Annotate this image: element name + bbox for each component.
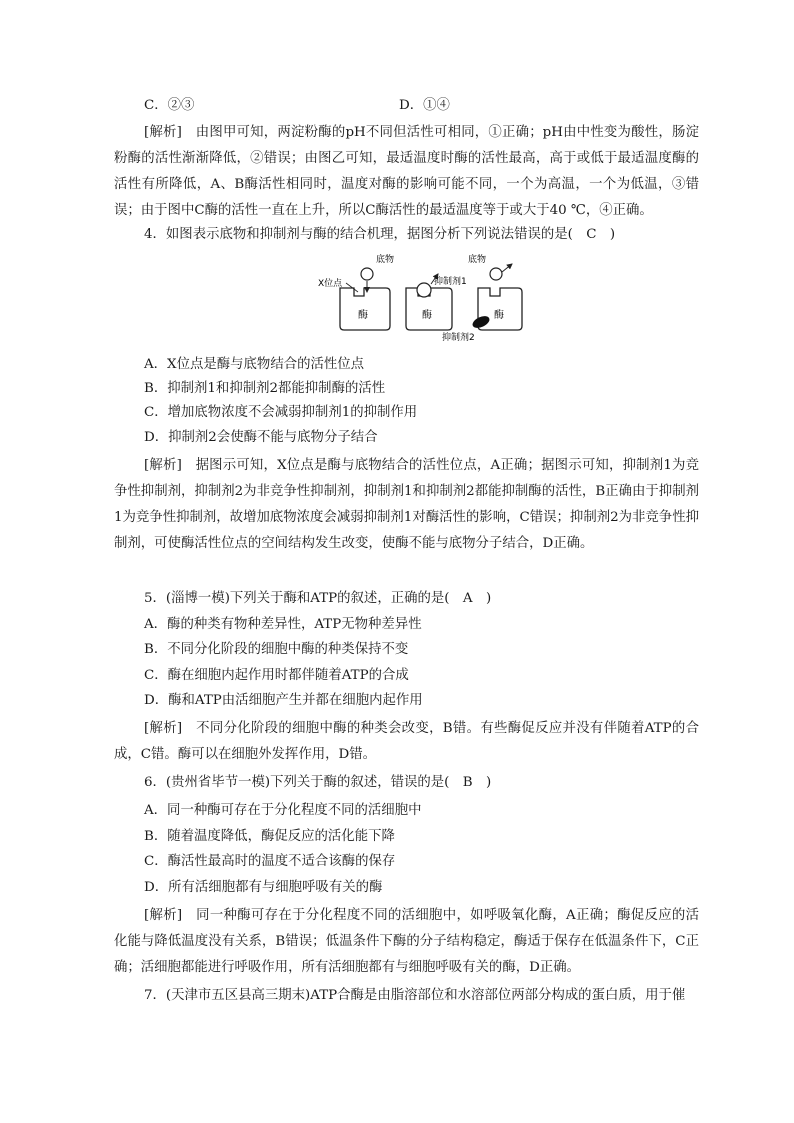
question-6-stem: 6．(贵州省毕节一模)下列关于酶的叙述，错误的是( B ) bbox=[144, 775, 492, 790]
enzyme-2-label: 酶 bbox=[422, 310, 432, 321]
substrate-2-circle bbox=[490, 268, 502, 280]
q4-option-a: A．X位点是酶与底物结合的活性位点 bbox=[144, 357, 365, 372]
q4-option-d: D．抑制剂2会使酶不能与底物分子结合 bbox=[144, 430, 378, 445]
inhibitor-1-label: 抑制剂1 bbox=[434, 277, 467, 287]
q5-option-d: D．酶和ATP由活细胞产生并都在细胞内起作用 bbox=[144, 693, 423, 708]
analysis-q4 bbox=[114, 453, 699, 557]
q6-option-c: C．酶活性最高时的温度不适合该酶的保存 bbox=[144, 854, 396, 869]
analysis-tag: [解析] bbox=[144, 458, 182, 473]
q5-option-a: A．酶的种类有物种差异性，ATP无物种差异性 bbox=[144, 617, 422, 632]
substrate-bound-circle bbox=[417, 283, 431, 297]
analysis-q5 bbox=[114, 716, 699, 768]
q6-option-b: B．随着温度降低，酶促反应的活化能下降 bbox=[144, 829, 395, 844]
substrate-2-label: 底物 bbox=[468, 255, 487, 265]
inhibitor-2-label: 抑制剂2 bbox=[442, 333, 475, 343]
q5-option-c: C．酶在细胞内起作用时都伴随着ATP的合成 bbox=[144, 668, 409, 683]
analysis-q3 bbox=[114, 120, 699, 224]
enzyme-1-label: 酶 bbox=[358, 310, 368, 321]
q4-option-c: C．增加底物浓度不会减弱抑制剂1的抑制作用 bbox=[144, 405, 418, 420]
question-5-stem: 5．(淄博一模)下列关于酶和ATP的叙述，正确的是( A ) bbox=[144, 591, 492, 606]
analysis-q6 bbox=[114, 903, 699, 981]
enzyme-1 bbox=[340, 288, 390, 330]
analysis-text: 同一种酶可存在于分化程度不同的活细胞中，如呼吸氧化酶，A正确；酶促反应的活化能与降低温度没有关系，B错误；低温条件下酶的分子结构稳定，酶适于保存在低温条件下，C正确；活细胞都能进行呼吸作用，所有活细胞都有与细胞呼吸有关的酶，D正确。 bbox=[114, 908, 699, 975]
x-site-label: X位点 bbox=[318, 279, 343, 289]
analysis-text: 不同分化阶段的细胞中酶的种类会改变，B错。有些酶促反应并没有伴随着ATP的合成，C错。酶可以在细胞外发挥作用，D错。 bbox=[114, 721, 700, 762]
question-4-stem: 4．如图表示底物和抑制剂与酶的结合机理，据图分析下列说法错误的是( C ) bbox=[144, 227, 616, 242]
previous-question-options bbox=[144, 96, 684, 116]
substrate-1-circle bbox=[361, 268, 373, 280]
enzyme-3-label: 酶 bbox=[494, 310, 504, 321]
question-7-stem: 7．(天津市五区县高三期末)ATP合酶是由脂溶部位和水溶部位两部分构成的蛋白质，用于催 bbox=[144, 988, 686, 1003]
q5-option-b: B．不同分化阶段的细胞中酶的种类保持不变 bbox=[144, 642, 409, 657]
inhibitor-2-shape bbox=[471, 314, 492, 331]
substrate-1-label: 底物 bbox=[376, 255, 395, 265]
enzyme-binding-figure bbox=[318, 250, 528, 344]
q6-option-a: A．同一种酶可存在于分化程度不同的活细胞中 bbox=[144, 803, 422, 818]
analysis-text: 据图示可知，X位点是酶与底物结合的活性位点，A正确；据图示可知，抑制剂1为竞争性抑制剂，抑制剂2为非竞争性抑制剂，抑制剂1和抑制剂2都能抑制酶的活性，B正确由于抑制剂1为竞争性抑制剂，故增加底物浓度会减弱抑制剂1对酶活性的影响，C错误；抑制剂2为非竞争性抑制剂，可使酶活性位点的空间结构发生改变，使酶不能与底物分子结合，D正确。 bbox=[114, 458, 699, 551]
option-d: D．①④ bbox=[399, 98, 450, 113]
analysis-tag: [解析] bbox=[144, 908, 183, 923]
option-c: C．②③ bbox=[144, 98, 195, 113]
analysis-tag: [解析] bbox=[144, 125, 182, 140]
analysis-tag: [解析] bbox=[144, 721, 183, 736]
q4-option-b: B．抑制剂1和抑制剂2都能抑制酶的活性 bbox=[144, 381, 386, 396]
analysis-text: 由图甲可知，两淀粉酶的pH不同但活性可相同，①正确；pH由中性变为酸性，肠淀粉酶的活性渐渐降低，②错误；由图乙可知，最适温度时酶的活性最高，高于或低于最适温度酶的活性有所降低，A、B酶活性相同时，温度对酶的影响可能不同，一个为高温，一个为低温，③错误；由于图中C酶的活性一直在上升，所以C酶活性的最适温度等于或大于40 ℃，④正确。 bbox=[114, 125, 699, 218]
q6-option-d: D．所有活细胞都有与细胞呼吸有关的酶 bbox=[144, 880, 383, 895]
